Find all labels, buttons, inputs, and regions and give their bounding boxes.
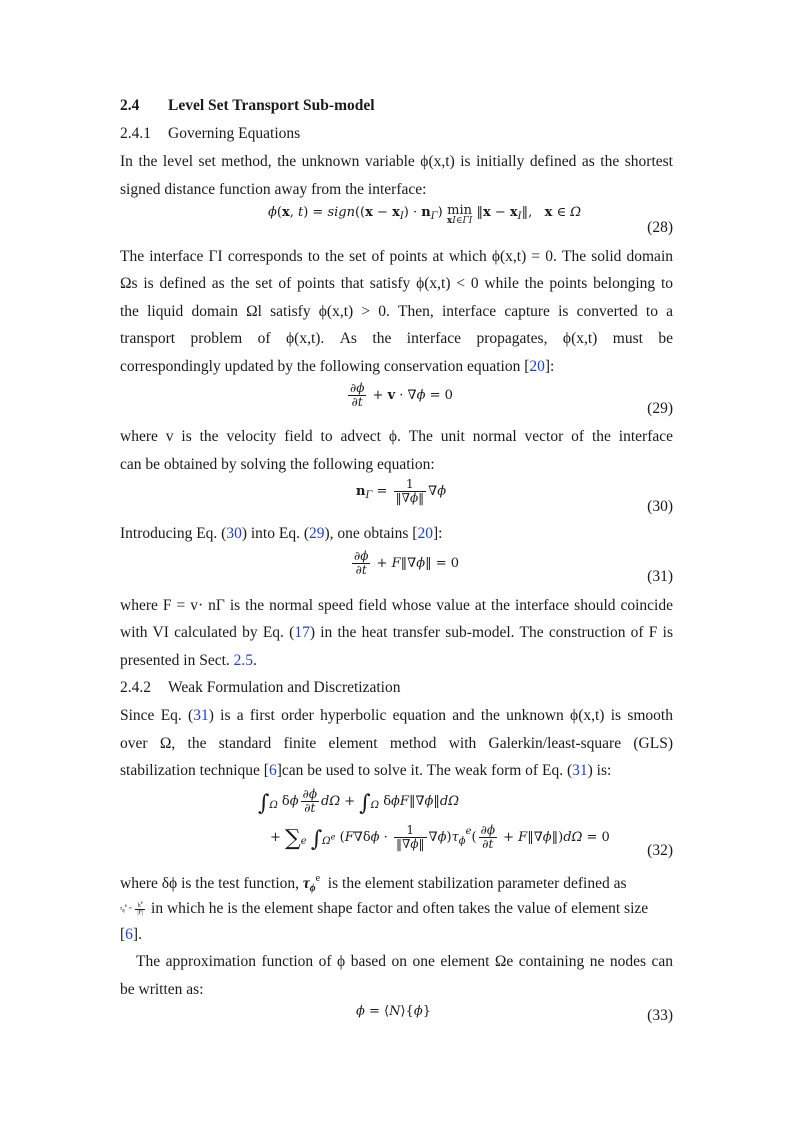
subsection-number: 2.4.2	[120, 679, 151, 696]
equation-33	[120, 1004, 673, 1044]
paragraph-line	[120, 897, 648, 922]
text-run: in which he is the element shape factor and often takes the value of element size	[151, 900, 649, 918]
equation-30	[120, 478, 673, 518]
text-run: is the element stabilization parameter defined as	[327, 875, 627, 892]
text-run: ]:	[432, 525, 443, 542]
paragraph-line: over Ω, the standard finite element method with Galerkin/least-square (GLS)	[120, 735, 673, 752]
equation-body: $\frac{\partial\phi}{\partial t}$ + v · ∇ϕ = 0	[350, 381, 453, 409]
text-run: with VI calculated by Eq. (	[120, 624, 295, 641]
paragraph-line	[120, 623, 673, 643]
paragraph-line: where v is the velocity field to advect ϕ. The unit normal vector of the interface	[120, 428, 673, 445]
paragraph-line: The interface ΓI corresponds to the set of points at which ϕ(x,t) = 0. The solid domain	[120, 248, 673, 265]
text-run: where δϕ is the test function,	[120, 875, 303, 892]
equation-number: (29)	[647, 400, 673, 417]
section-number: 2.4	[120, 97, 140, 114]
paragraph-line	[120, 706, 673, 726]
subsection-title: Weak Formulation and Discretization	[168, 679, 401, 696]
equation-28	[120, 205, 673, 245]
equation-body-line-2: + $\sum_e$ $\int_{\Omega^e}$ (F∇δϕ · $\frac{1}{‖\nabla\phi‖}$ $\nabla\phi)\tau_\phi^e$( $\frac{\partial\phi}{\partial t}$ + F‖∇ϕ‖)dΩ = 0	[270, 823, 610, 852]
text-run: ), one obtains [	[324, 525, 418, 542]
citation-link[interactable]: 6	[268, 762, 277, 779]
equation-body: $\frac{\partial\phi}{\partial t}$ + F‖∇ϕ‖ = 0	[354, 549, 459, 577]
text-run: ) is:	[587, 762, 612, 779]
equation-29	[120, 382, 673, 422]
text-run: ]:	[544, 358, 555, 375]
paragraph-line	[120, 524, 442, 544]
paragraph-line: can be obtained by solving the following equation:	[120, 456, 435, 473]
citation-link[interactable]: 6	[125, 926, 133, 943]
text-run: ) is a first order hyperbolic equation and the unknown ϕ(x,t) is smooth	[208, 707, 673, 724]
citation-link[interactable]: 20	[529, 358, 545, 375]
equation-link[interactable]: 31	[572, 762, 588, 779]
equation-32	[120, 788, 673, 860]
paragraph-line	[120, 651, 257, 671]
paragraph-line	[120, 869, 626, 899]
equation-link[interactable]: 31	[193, 707, 209, 724]
paragraph-line	[120, 357, 554, 377]
text-run: ) in the heat transfer sub-model. The construction of F is	[309, 624, 673, 641]
paragraph-line: transport problem of ϕ(x,t). As the interface propagates, ϕ(x,t) must be	[120, 330, 673, 347]
text-run: ) into Eq. (	[241, 525, 309, 542]
subsection-heading-weak	[120, 678, 400, 698]
text-run: ].	[132, 926, 142, 943]
paragraph-line: Ωs is defined as the set of points that satisfy ϕ(x,t) < 0 while the points belonging to	[120, 275, 673, 292]
text-run: presented in Sect.	[120, 652, 234, 669]
paragraph-line: where F = v· nΓ is the normal speed field whose value at the interface should coincide	[120, 597, 673, 614]
text-run: Since Eq. (	[120, 707, 194, 724]
text-run: correspondingly updated by the following conservation equation [	[120, 358, 530, 375]
subsection-number: 2.4.1	[120, 125, 151, 142]
paragraph-line	[120, 761, 611, 781]
citation-link[interactable]: 20	[417, 525, 433, 542]
text-run: stabilization technique [	[120, 762, 269, 779]
equation-body: ϕ = ⟨N⟩{ϕ}	[356, 1004, 431, 1019]
paragraph-line: the liquid domain Ωl satisfy ϕ(x,t) > 0. Then, interface capture is converted to a	[120, 303, 673, 320]
paragraph-line: The approximation function of ϕ based on one element Ωe containing ne nodes can	[136, 953, 673, 970]
equation-number: (33)	[647, 1007, 673, 1024]
text-run: Introducing Eq. (	[120, 525, 227, 542]
equation-link[interactable]: 30	[226, 525, 242, 542]
subsection-title: Governing Equations	[168, 125, 301, 142]
section-link[interactable]: 2.5	[233, 652, 254, 669]
equation-number: (31)	[647, 568, 673, 585]
text-run: ]can be used to solve it. The weak form of Eq. (	[276, 762, 573, 779]
paragraph-line: signed distance function away from the interface:	[120, 181, 427, 198]
paragraph-line	[120, 925, 142, 945]
paragraph-line: In the level set method, the unknown variable ϕ(x,t) is initially defined as the shortest	[120, 153, 673, 170]
equation-link[interactable]: 29	[308, 525, 325, 542]
section-heading	[120, 96, 375, 116]
section-title: Level Set Transport Sub-model	[168, 97, 375, 114]
equation-link[interactable]: 17	[294, 624, 310, 641]
equation-31	[120, 550, 673, 590]
text-run: [	[120, 926, 126, 943]
paragraph-line: be written as:	[120, 981, 204, 998]
equation-body-line-1: $\int_\Omega$ δϕ $\frac{\partial\phi}{\partial t}$ $d\Omega + \int_\Omega$ δϕF‖∇ϕ‖dΩ	[258, 787, 459, 816]
equation-number: (32)	[647, 842, 673, 859]
equation-number: (28)	[647, 219, 673, 236]
equation-body: ϕ(x, t) = sign((x − $x_I) \cdot n_\Gamma$) min xI∈ΓI ‖x − $x_I‖$, x ∈ Ω	[268, 203, 582, 226]
tau-symbol: $\tau_\phi^e$	[302, 873, 321, 894]
equation-body: $n_\Gamma$ = $\frac{1}{‖\nabla\phi‖}$ ∇ϕ	[356, 477, 447, 505]
tau-definition-formula: $\tau_\phi^e$ = $\frac{h^e}{|F|}$	[120, 901, 144, 917]
equation-number: (30)	[647, 498, 673, 515]
subsection-heading-governing	[120, 124, 300, 144]
text-run: .	[253, 652, 257, 669]
